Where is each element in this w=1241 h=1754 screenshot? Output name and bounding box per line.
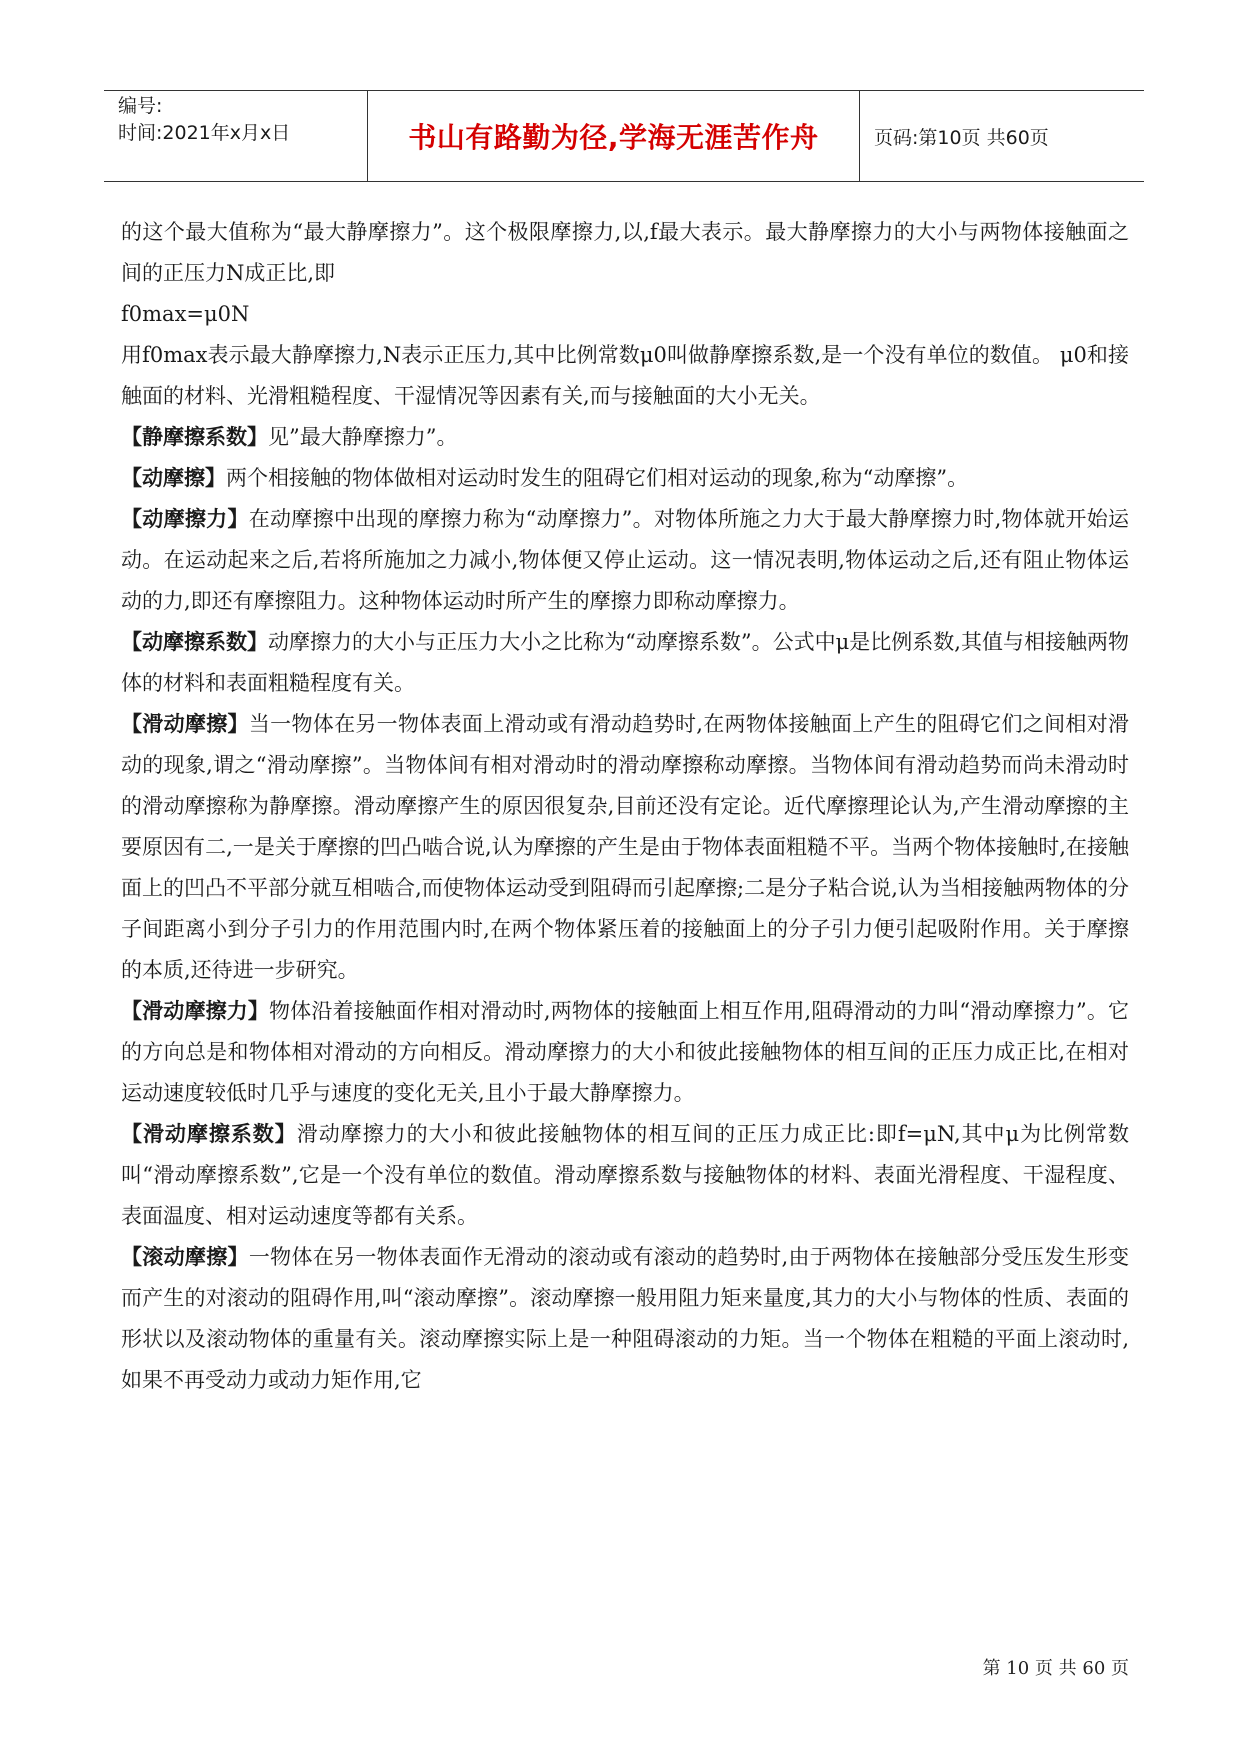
paragraph (121, 294, 1129, 335)
paragraph-text: 的这个最大值称为“最大静摩擦力”。这个极限摩擦力,以,f最大表示。最大静摩擦力的大小与两物体接触面之间的正压力N成正比,即 (121, 220, 1129, 285)
document-time-label: 时间:2021年x月x日 (118, 122, 291, 144)
paragraph (121, 1237, 1129, 1401)
paragraph-term: 【滑动摩擦】 (121, 712, 249, 736)
paragraph-text: 动摩擦力的大小与正压力大小之比称为“动摩擦系数”。公式中μ是比例系数,其值与相接触两物体的材料和表面粗糙程度有关。 (121, 630, 1129, 695)
paragraph-term: 【滑动摩擦力】 (121, 999, 270, 1023)
paragraph-term: 【静摩擦系数】 (121, 425, 268, 449)
paragraph-text: 用f0max表示最大静摩擦力,N表示正压力,其中比例常数μ0叫做静摩擦系数,是一个没有单位的数值。 μ0和接触面的材料、光滑粗糙程度、干湿情况等因素有关,而与接触面的大小无关。 (121, 343, 1129, 408)
header-motto: 书山有路勤为径,学海无涯苦作舟 (408, 121, 819, 154)
formula-text: f0max=μ0N (121, 302, 250, 326)
paragraph (121, 417, 1129, 458)
header-page-cell (860, 91, 1144, 181)
paragraph-term: 【动摩擦】 (121, 466, 226, 490)
paragraph (121, 622, 1129, 704)
paragraph-text: 物体沿着接触面作相对滑动时,两物体的接触面上相互作用,阻碍滑动的力叫“滑动摩擦力”。它的方向总是和物体相对滑动的方向相反。滑动摩擦力的大小和彼此接触物体的相互间的正压力成正比,在相对运动速度较低时几乎与速度的变化无关,且小于最大静摩擦力。 (121, 999, 1129, 1105)
paragraph-text: 一物体在另一物体表面作无滑动的滚动或有滚动的趋势时,由于两物体在接触部分受压发生形变而产生的对滚动的阻碍作用,叫“滚动摩擦”。滚动摩擦一般用阻力矩来量度,其力的大小与物体的性质、表面的形状以及滚动物体的重量有关。滚动摩擦实际上是一种阻碍滚动的力矩。当一个物体在粗糙的平面上滚动时,如果不再受动力或动力矩作用,它 (121, 1245, 1130, 1392)
paragraph-term: 【动摩擦系数】 (121, 630, 269, 654)
paragraph-text: 在动摩擦中出现的摩擦力称为“动摩擦力”。对物体所施之力大于最大静摩擦力时,物体就开始运动。在运动起来之后,若将所施加之力减小,物体便又停止运动。这一情况表明,物体运动之后,还有阻止物体运动的力,即还有摩擦阻力。这种物体运动时所产生的摩擦力即称动摩擦力。 (121, 507, 1129, 613)
header-page-info: 页码:第10页 共60页 (874, 126, 1049, 149)
paragraph (121, 704, 1129, 991)
page-header (104, 90, 1144, 182)
header-motto-cell (368, 91, 860, 181)
paragraph-term: 【动摩擦力】 (121, 507, 249, 531)
paragraph (121, 1114, 1129, 1237)
document-number-label: 编号: (118, 95, 163, 117)
paragraph (121, 991, 1129, 1114)
paragraph (121, 212, 1129, 294)
paragraph (121, 335, 1129, 417)
paragraph (121, 499, 1129, 622)
paragraph-text: 滑动摩擦力的大小和彼此接触物体的相互间的正压力成正比:即f=μN,其中μ为比例常数叫“滑动摩擦系数”,它是一个没有单位的数值。滑动摩擦系数与接触物体的材料、表面光滑程度、干湿程度、表面温度、相对运动速度等都有关系。 (121, 1122, 1130, 1228)
paragraph-term: 【滚动摩擦】 (121, 1245, 249, 1269)
document-body (121, 212, 1129, 1401)
paragraph (121, 458, 1129, 499)
paragraph-term: 【滑动摩擦系数】 (121, 1122, 297, 1146)
header-left-cell (104, 91, 368, 181)
page-footer-number: 第 10 页 共 60 页 (982, 1658, 1129, 1679)
paragraph-text: 见”最大静摩擦力”。 (268, 425, 458, 449)
paragraph-text: 当一物体在另一物体表面上滑动或有滑动趋势时,在两物体接触面上产生的阻碍它们之间相对滑动的现象,谓之“滑动摩擦”。当物体间有相对滑动时的滑动摩擦称动摩擦。当物体间有滑动趋势而尚未滑动时的滑动摩擦称为静摩擦。滑动摩擦产生的原因很复杂,目前还没有定论。近代摩擦理论认为,产生滑动摩擦的主要原因有二,一是关于摩擦的凹凸啮合说,认为摩擦的产生是由于物体表面粗糙不平。当两个物体接触时,在接触面上的凹凸不平部分就互相啮合,而使物体运动受到阻碍而引起摩擦;二是分子粘合说,认为当相接触两物体的分子间距离小到分子引力的作用范围内时,在两个物体紧压着的接触面上的分子引力便引起吸附作用。关于摩擦的本质,还待进一步研究。 (121, 712, 1130, 982)
paragraph-text: 两个相接触的物体做相对运动时发生的阻碍它们相对运动的现象,称为“动摩擦”。 (226, 466, 969, 490)
